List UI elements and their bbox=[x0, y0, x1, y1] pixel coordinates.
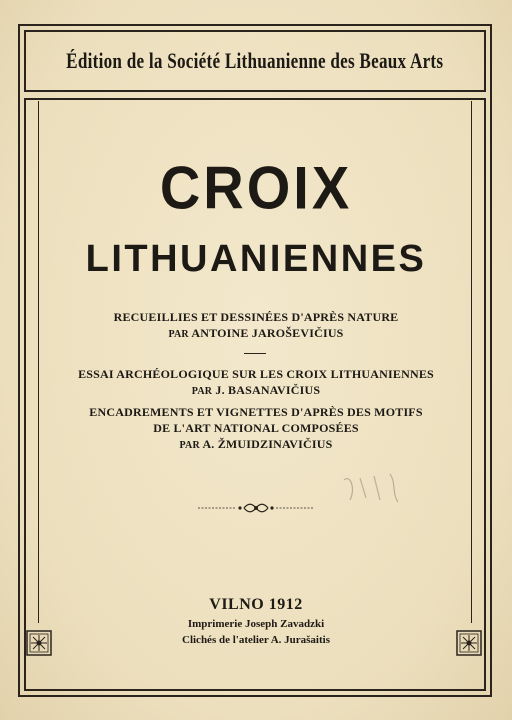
credit-frames-line2: DE L'ART NATIONAL COMPOSÉES bbox=[153, 421, 359, 435]
folk-ornament-icon bbox=[26, 630, 52, 656]
author-basanavicius: J. BASANAVIČIUS bbox=[215, 383, 321, 397]
folk-ornament-icon bbox=[456, 630, 482, 656]
city-year: VILNO 1912 bbox=[209, 596, 303, 613]
credit-collected-by bbox=[0, 326, 512, 341]
edition-heading: Édition de la Société Lithuanienne des Beaux Arts bbox=[66, 48, 444, 73]
credit-frames-line1: ENCADREMENTS ET VIGNETTES D'APRÈS DES MOTIFS bbox=[89, 405, 423, 419]
par-label: PAR bbox=[179, 440, 200, 451]
vignette-ornament-icon bbox=[196, 501, 316, 515]
title-lithuaniennes: LITHUANIENNES bbox=[85, 238, 427, 280]
pencil-mark bbox=[336, 470, 416, 510]
credit-essay-by bbox=[0, 383, 512, 398]
par-label: PAR bbox=[191, 386, 213, 397]
author-zmuidzinavicius: A. ŽMUIDZINAVIČIUS bbox=[202, 437, 333, 451]
header-box bbox=[24, 30, 486, 92]
title-croix: CROIX bbox=[159, 153, 353, 222]
printer-line: Imprimerie Joseph Zavadzki bbox=[187, 618, 325, 630]
credit-frames-by bbox=[0, 437, 512, 452]
author-jarosevicius: ANTOINE JAROŠEVIČIUS bbox=[191, 326, 344, 340]
par-label: PAR bbox=[168, 329, 189, 340]
cliches-line: Clichés de l'atelier A. Jurašaitis bbox=[182, 634, 330, 646]
credit-collected: RECUEILLIES ET DESSINÉES D'APRÈS NATURE bbox=[113, 310, 399, 324]
credit-essay: ESSAI ARCHÉOLOGIQUE SUR LES CROIX LITHUANIENNES bbox=[78, 367, 434, 381]
separator-rule bbox=[244, 353, 266, 354]
